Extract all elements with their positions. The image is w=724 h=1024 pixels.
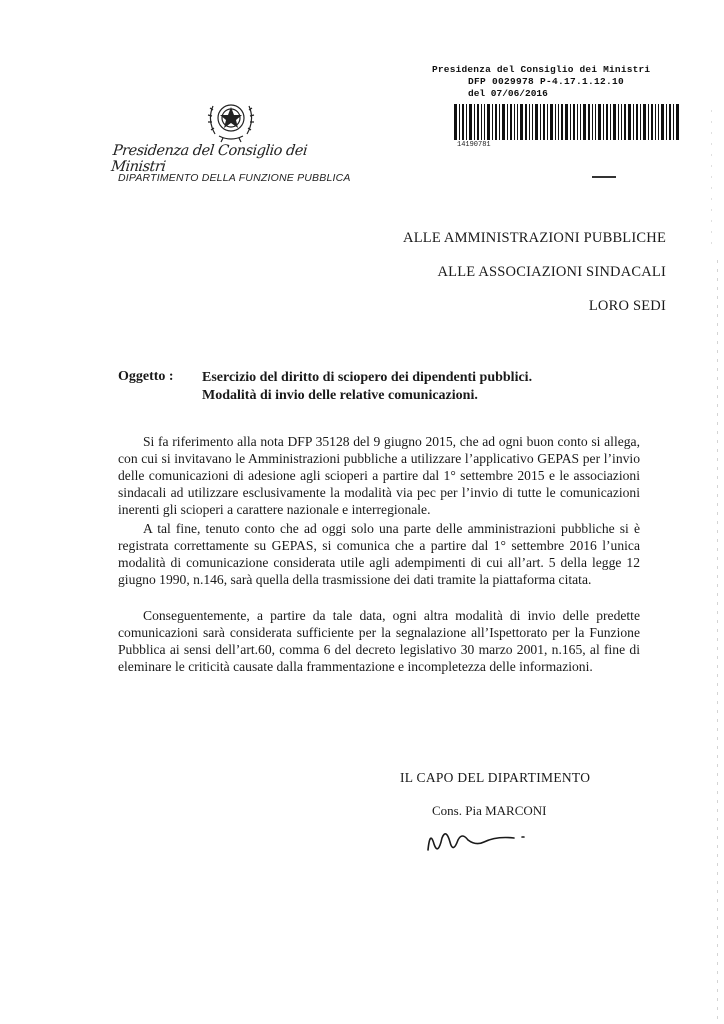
stamp-protocol: DFP 0029978 P-4.17.1.12.10 [468,76,625,87]
dash-mark [592,176,616,178]
signature-name: Cons. Pia MARCONI [432,803,547,818]
subject-line-1: Esercizio del diritto di sciopero dei dipendenti pubblici. [202,370,533,385]
paragraph-text: Si fa riferimento alla nota DFP 35128 del 9 giugno 2015, che ad ogni buon conto si allega, con cui si invitavano le Amministrazioni pubbliche a utilizzare l’applicativo GEPAS per l’invio delle comunicazioni di adesione agli scioperi a partire dal 1° settembre 2015 e le associazioni sindacali ad utilizzare esclusivamente la modalità via pec per l’invio di tutte le comunicazioni inerenti gli scioperi a carattere nazionale e interregionale. [118,434,640,517]
handwritten-signature [422,820,532,860]
subject-line-2: Modalità di invio delle relative comunicazioni. [202,388,478,403]
emblem-icon [203,90,259,146]
scan-edge-marks-top [711,110,712,250]
body-paragraph-1 [118,433,640,518]
paragraph-text: A tal fine, tenuto conto che ad oggi solo una parte delle amministrazioni pubbliche si è registrata correttamente su GEPAS, si comunica che a partire dal 1° settembre 2016 l’unica modalità di comunicazione considerata utile agli adempimenti di cui all’art. 5 della legge 12 giugno 1990, n.146, sarà quella della trasmissione dei dati tramite la piattaforma citata. [118,521,640,587]
subject-text [202,369,622,405]
scan-edge-marks [717,260,718,1020]
addressee-line: LORO SEDI [588,298,666,314]
subject-label: Oggetto : [118,369,174,384]
protocol-stamp [428,64,678,100]
paragraph-text: Conseguentemente, a partire da tale data, ogni altra modalità di invio delle predette comunicazioni sarà considerata sufficiente per la segnalazione all’Ispettorato per la Funzione Pubblica ai sensi dell’art.60, comma 6 del decreto legislativo 30 marzo 2001, n.165, al fine di eleminare le criticità causate dalla frammentazione e incompletezza delle informazioni. [118,608,640,674]
department-name: DIPARTIMENTO DELLA FUNZIONE PUBBLICA [118,172,351,184]
stamp-date: del 07/06/2016 [468,88,548,99]
letterhead-title: Presidenza del Consiglio dei Ministri [110,143,308,175]
barcode-number: 14190781 [457,141,491,149]
body-paragraph-2 [118,520,640,588]
signature-title: IL CAPO DEL DIPARTIMENTO [400,770,591,785]
barcode-icon [454,104,680,140]
body-paragraph-3 [118,607,640,675]
addressee-line: ALLE ASSOCIAZIONI SINDACALI [437,264,666,280]
addressee-line: ALLE AMMINISTRAZIONI PUBBLICHE [403,230,666,246]
stamp-office: Presidenza del Consiglio dei Ministri [432,64,651,75]
